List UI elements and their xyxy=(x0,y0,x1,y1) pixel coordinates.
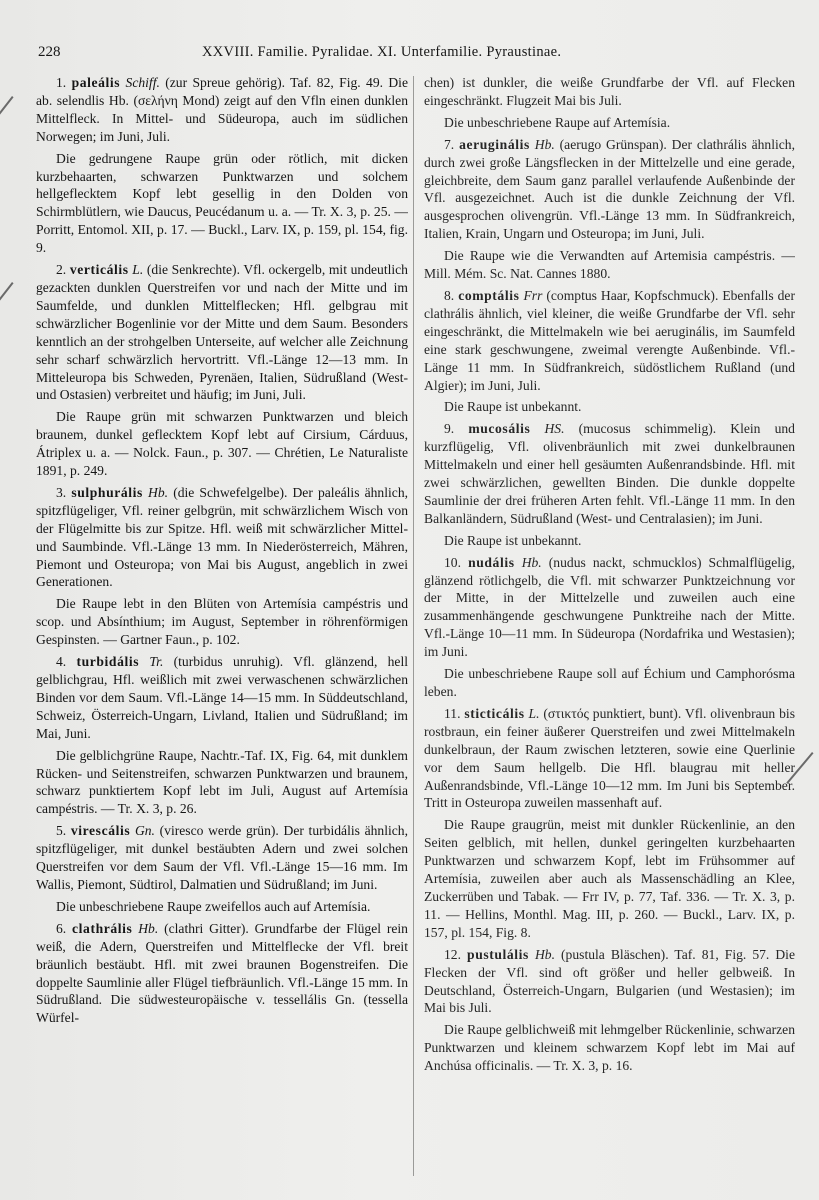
species-description: (clathri Gitter). Grundfarbe der Flügel rein weiß, die Adern, Querstreifen und Mittelflecke der Vfl. breit bräunlich bestäubt. Hfl. mit zwei braunen Bogenstreifen. Die doppelte Saumlinie aller Flügel tiefbräunlich. Vfl.-Länge 15 mm. In Südrußland. Die südwesteuropäische v. tessellális Gn. (tessella Würfel- xyxy=(36,920,408,1026)
species-description: (στικτός punktiert, bunt). Vfl. olivenbraun bis rostbraun, ein feiner äußerer Querstreifen und zwei Mittelmakeln dunkelbraun, der Raum zwischen letzteren, sowie eine Querlinie vor dem Saum hellgelb. Die Hfl. blaugrau mit heller Außenrandsbinde, Vfl.-Länge 10—12 mm. Im Juni bis September. Tritt in Osteuropa zuweilen massenhaft auf. xyxy=(424,705,795,811)
species-author: Gn. xyxy=(134,823,155,839)
species-description: (turbidus unruhig). Vfl. glänzend, hell gelblichgrau, Hfl. weißlich mit zwei verwaschenen schwärzlichen Binden vor dem Saum. Vfl.-Länge 14—15 mm. In Süddeutschland, Schweiz, Österreich-Ungarn, Livland, Italien und Südrußland; im Mai, Juni. xyxy=(36,654,408,741)
entry-number: 5. xyxy=(56,823,67,839)
larva-paragraph: Die Raupe ist unbekannt. xyxy=(444,399,582,415)
species-author: Hb. xyxy=(534,136,555,152)
species-entry-aeruginális xyxy=(424,136,795,243)
species-entry-sticticális xyxy=(424,705,795,812)
species-author: Frr xyxy=(523,287,543,303)
species-author: Hb. xyxy=(138,920,159,936)
larva-paragraph: Die Raupe gelblichweiß mit lehmgelber Rückenlinie, schwarzen Punktwarzen und kleinem schwarzem Kopf lebt im Mai auf Anchúsa officinalis. — Tr. X. 3, p. 16. xyxy=(424,1022,795,1074)
species-entry-paleális xyxy=(36,74,408,146)
larva-paragraph: Die Raupe ist unbekannt. xyxy=(444,532,582,548)
entry-number: 6. xyxy=(56,920,67,936)
species-description: (pustula Bläschen). Taf. 81, Fig. 57. Die Flecken der Vfl. sind oft größer und heller gelbweiß. In Deutschland, Österreich-Ungarn, Bulgarien (und Westasien); im Mai bis Juli. xyxy=(424,946,795,1016)
larva-paragraph: Die Raupe graugrün, meist mit dunkler Rückenlinie, an den Seiten gelblich, mit hellen, dunkel geringelten kurzbehaarten Punktwarzen und schwarzem Kopf, lebt im Frühsommer auf Artemísia, zuweilen aber auch als Massenschädling an Klee, Zuckerrüben und Tabak. — Frr IV, p. 77, Taf. 336. — Tr. X. 3, p. 11. — Hellins, Monthl. Mag. III, p. 260. — Buckl., Larv. IX, p. 157, pl. 154, Fig. 8. xyxy=(424,817,795,940)
entry-number: 11. xyxy=(444,705,461,721)
species-entry-pustulális xyxy=(424,946,795,1018)
species-author: Hb. xyxy=(148,484,169,500)
species-author: L. xyxy=(132,262,144,278)
species-author: L. xyxy=(528,705,540,721)
species-name: virescális xyxy=(70,823,131,839)
species-name: verticális xyxy=(69,262,129,278)
species-description: (comptus Haar, Kopfschmuck). Ebenfalls der clathrális ähnlich, viel kleiner, die weiße Grundfarbe der Vfl. sehr eingeschränkt, die Mittelmakeln wie bei aeruginális, im Saumfeld eine stark geschwungene, zweimal verengte Außenbinde. Vfl.-Länge 11 mm. In Südfrankreich, südöstlichem Rußland (und Algier); im Juni, Juli. xyxy=(424,287,795,393)
species-entry-sulphurális xyxy=(36,484,408,591)
larva-paragraph: Die gedrungene Raupe grün oder rötlich, mit dicken kurzbehaarten, schwarzen Punktwarzen und solchem hellgeflecktem Kopf lebt gesellig in den Dolden von Schirmblütlern, wie Daucus, Peucédanum u. a. — Tr. X. 3, p. 25. — Porritt, Entomol. XII, p. 17. — Buckl., Larv. IX, p. 159, pl. 154, fig. 9. xyxy=(36,150,408,256)
continued-paragraph: chen) ist dunkler, die weiße Grundfarbe der Vfl. auf Flecken eingeschränkt. Flugzeit Mai bis Juli. xyxy=(424,75,795,108)
entry-number: 2. xyxy=(56,262,67,278)
species-name: nudális xyxy=(468,554,515,570)
species-entry-verticális xyxy=(36,261,408,404)
species-entry-clathrális xyxy=(36,920,408,1027)
larva-paragraph: Die Raupe grün mit schwarzen Punktwarzen und bleich braunem, dunkel geflecktem Kopf lebt auf Cirsium, Cárduus, Átriplex u. a. — Nolck. Faun., p. 307. — Chrétien, Le Naturaliste 1891, p. 249. xyxy=(36,409,408,479)
entry-number: 7. xyxy=(444,136,455,152)
species-author: Hb. xyxy=(534,946,555,962)
entry-number: 3. xyxy=(56,484,67,500)
species-entry-nudális xyxy=(424,554,795,661)
margin-pencil-mark xyxy=(0,96,14,126)
species-entry-comptális xyxy=(424,287,795,394)
species-name: turbidális xyxy=(76,654,140,670)
entry-number: 1. xyxy=(56,75,67,90)
running-head: XXVIII. Familie. Pyralidae. XI. Unterfamilie. Pyraustinae. xyxy=(202,44,562,60)
larva-paragraph: Die gelblichgrüne Raupe, Nachtr.-Taf. IX, Fig. 64, mit dunklem Rücken- und Seitenstreifen, schwarzen Punktwarzen und braunem, schwarz punktiertem Kopf lebt im Juli, August auf Artemísia campéstris. — Tr. X. 3, p. 26. xyxy=(36,747,408,817)
page-header xyxy=(0,44,819,66)
species-entry-virescális xyxy=(36,822,408,894)
species-name: sticticális xyxy=(464,705,525,721)
left-column xyxy=(36,74,408,1184)
column-divider xyxy=(413,76,414,1176)
species-author: Hb. xyxy=(521,554,542,570)
species-description: (die Senkrechte). Vfl. ockergelb, mit undeutlich gezackten dunklen Querstreifen vor und nach der Mitte und im Saumfelde, und dunklen Mittelflecken; Hfl. gelbgrau mit schwärzlicher Bogenlinie vor der Mitte und dem Saum. Besonders kenntlich an der strohgelben Unterseite, auf welcher alle Zeichnung sehr scharf schwärzlich hervortritt. Vfl.-Länge 12—13 mm. In Mitteleuropa bis Schweden, Pyrenäen, Italien, Südrußland (West- und Ostasien) verbreitet und häufig; im Juni, Juli. xyxy=(36,262,408,403)
right-column xyxy=(424,74,795,1184)
species-description: (zur Spreue gehörig). Taf. 82, Fig. 49. Die ab. selendlis Hb. (σελήνη Mond) zeigt auf den Vfln einen dunklen Mittelfleck. In Mittel- und Südeuropa, auch im südlichen Norwegen; im Juni, Juli. xyxy=(36,75,408,144)
species-description: (mucosus schimmelig). Klein und kurzflügelig, Vfl. olivenbräunlich mit zwei dunkelbraunen Mittelmakeln und einer hell gesäumten Außenrandsbinde. Hfl. mit zwei schwärzlichen, gewellten Binden. Die dunkle doppelte Saumlinie der drei früheren Arten fehlt. Vfl.-Länge 11 mm. In den Balkanländern, Südrußland (West- und Centralasien); im Juni. xyxy=(424,421,795,526)
species-name: paleális xyxy=(71,75,121,90)
species-author: Tr. xyxy=(149,654,164,670)
species-description: (die Schwefelgelbe). Der paleális ähnlich, spitzflügeliger, Vfl. reiner gelbgrün, mit schwärzlichem Wisch von der Flügelmitte bis zur Spitze. Hfl. weiß mit schwärzlicher Mittel- und Saumbinde. Vfl.-Länge 13 mm. In Niederösterreich, Mähren, Piemont und Osteuropa; von Mai bis August, angeblich in zwei Generationen. xyxy=(36,484,408,590)
species-name: pustulális xyxy=(467,946,529,962)
margin-pencil-mark xyxy=(0,282,14,312)
larva-paragraph: Die Raupe wie die Verwandten auf Artemisia campéstris. — Mill. Mém. Sc. Nat. Cannes 1880. xyxy=(424,248,795,282)
larva-paragraph: Die Raupe lebt in den Blüten von Artemísia campéstris und scop. und Absínthium; im August, September in röhrenförmigen Gespinsten. — Gartner Faun., p. 102. xyxy=(36,596,408,648)
page-number: 228 xyxy=(38,44,61,60)
species-name: aeruginális xyxy=(459,136,530,152)
larva-paragraph: Die unbeschriebene Raupe zweifellos auch auf Artemísia. xyxy=(56,898,371,914)
species-entry-turbidális xyxy=(36,653,408,743)
entry-number: 4. xyxy=(56,654,67,670)
larva-paragraph: Die unbeschriebene Raupe auf Artemísia. xyxy=(444,114,671,130)
entry-number: 8. xyxy=(444,287,455,303)
species-author: Schiff. xyxy=(125,75,160,90)
species-description: (aerugo Grünspan). Der clathrális ähnlich, durch zwei große Längsflecken in der Mittelzelle und eine gerade, gleichbreite, dem Saum ganz parallel verlaufende Außenbinde der Vfl. ausgezeichnet. Auch ist die dunkle Zeichnung der Vfl. ausgesprochen olivengrün. Vfl.-Länge 13 mm. In Südfrankreich, Italien, Krain, Ungarn und Osteuropa; im Juni, Juli. xyxy=(424,136,795,242)
species-name: comptális xyxy=(458,287,520,303)
entry-number: 12. xyxy=(444,946,461,962)
larva-paragraph: Die unbeschriebene Raupe soll auf Échium und Camphorósma leben. xyxy=(424,666,795,699)
entry-number: 10. xyxy=(444,554,461,570)
species-name: clathrális xyxy=(72,920,133,936)
species-description: (nudus nackt, schmucklos) Schmalflügelig, glänzend rötlichgelb, die Vfl. mit schwarzer Punktzeichnung vor der Mitte, in der Mittelzelle und zuweilen auch eine zusammenhängende geschwungene Punktreihe nach der Mitte. Vfl.-Länge 10—11 mm. In Südeuropa (Nordafrika und Westasien); im Juni. xyxy=(424,554,795,660)
species-entry-mucosális xyxy=(424,420,795,527)
species-author: HS. xyxy=(544,421,565,437)
species-name: mucosális xyxy=(468,421,531,437)
entry-number: 9. xyxy=(444,421,455,437)
species-name: sulphurális xyxy=(71,484,143,500)
species-description: (viresco werde grün). Der turbidális ähnlich, spitzflügeliger, mit dunkel bestäubten Adern und zwei solchen Querstreifen vor dem Saum der Vfl. Vfl.-Länge 15—16 mm. Im Wallis, Piemont, Südtirol, Dalmatien und Südrußland; im Juni. xyxy=(36,823,408,892)
